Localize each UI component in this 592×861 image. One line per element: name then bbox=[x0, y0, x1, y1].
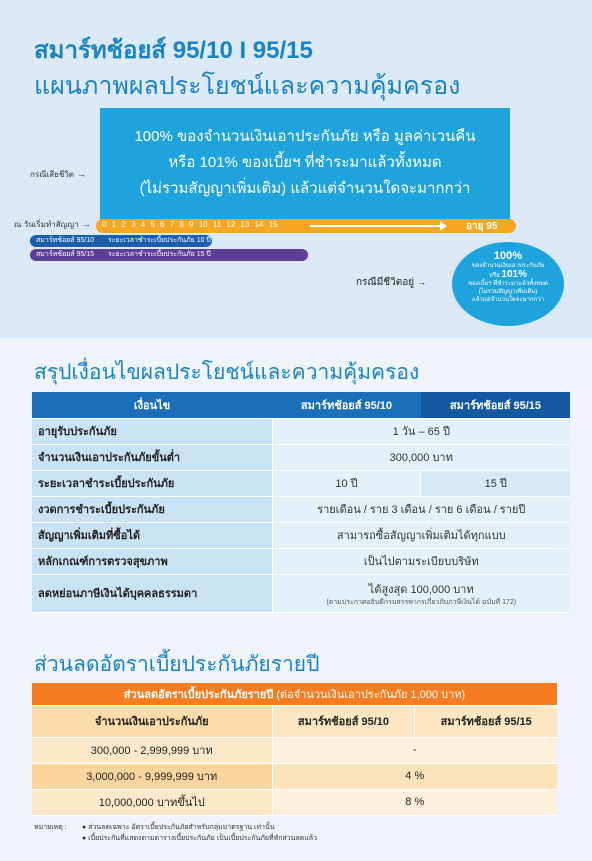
row-label: งวดการชำระเบี้ยประกันภัย bbox=[32, 496, 272, 522]
table-row bbox=[32, 496, 570, 522]
row-value: 300,000 บาท bbox=[272, 444, 570, 470]
benefit-diagram-section bbox=[0, 0, 592, 338]
age-ticks: 0 1 2 3 4 5 6 7 8 9 10 11 12 13 14 15 bbox=[102, 220, 278, 229]
row-value: สามารถซื้อสัญญาเพิ่มเติมได้ทุกแบบ bbox=[272, 522, 570, 548]
row-value: เป็นไปตามระเบียบบริษัท bbox=[272, 548, 570, 574]
discount-range: 10,000,000 บาทขึ้นไป bbox=[32, 789, 272, 815]
row-label: หลักเกณฑ์การตรวจสุขภาพ bbox=[32, 548, 272, 574]
table-row bbox=[32, 737, 557, 763]
maturity-line-4: แล้วแต่จำนวนใดจะมากกว่า bbox=[471, 297, 545, 303]
table-row bbox=[32, 574, 570, 612]
discount-value: 8 % bbox=[272, 789, 557, 815]
row-value-95-15: 15 ปี bbox=[421, 470, 570, 496]
discount-header-bold: ส่วนลดอัตราเบี้ยประกันภัยรายปี bbox=[123, 688, 274, 701]
conditions-title: สรุปเงื่อนไขผลประโยชน์และความคุ้มครอง bbox=[34, 361, 420, 384]
table-row bbox=[32, 444, 570, 470]
row-label: ลดหย่อนภาษีเงินได้บุคคลธรรมดา bbox=[32, 574, 272, 612]
row-label: จำนวนเงินเอาประกันภัยขั้นต่ำ bbox=[32, 444, 272, 470]
footnote-2: ● เบี้ยประกันที่แสดงตามตารางเบี้ยประกันภัย เป็นเบี้ยประกันภัยที่หักส่วนลดแล้ว bbox=[82, 835, 318, 842]
plan-95-15-bar bbox=[30, 249, 308, 261]
maturity-benefit-circle bbox=[452, 242, 564, 326]
discount-header bbox=[32, 683, 557, 705]
header-condition: เงื่อนไข bbox=[32, 392, 272, 418]
age-timeline-bar bbox=[96, 219, 516, 233]
maturity-line-3: (ไม่รวมสัญญาเพิ่มเติม) bbox=[478, 289, 538, 295]
maturity-pct-1: 100% bbox=[493, 250, 523, 262]
discount-columns-row bbox=[32, 705, 557, 737]
footnotes bbox=[34, 822, 317, 844]
row-value: ได้สูงสุด 100,000 บาท bbox=[368, 583, 474, 596]
arrow-right-icon: → bbox=[76, 169, 86, 179]
maturity-or bbox=[452, 270, 564, 280]
diagram-title: แผนภาพผลประโยชน์และความคุ้มครอง bbox=[34, 72, 461, 100]
footnote-label: หมายเหตุ : bbox=[34, 824, 67, 831]
row-label: อายุรับประกันภัย bbox=[32, 418, 272, 444]
maturity-or-text: หรือ bbox=[488, 273, 500, 279]
death-case-text: กรณีเสียชีวิต bbox=[30, 170, 74, 179]
arrow-right-icon bbox=[440, 221, 447, 231]
plan-95-10-bar bbox=[30, 235, 212, 247]
header-plan-95-10: สมาร์ทช้อยส์ 95/10 bbox=[272, 392, 421, 418]
discount-title: ส่วนลดอัตราเบี้ยประกันภัยรายปี bbox=[34, 653, 320, 676]
maturity-pct-2: 101% bbox=[501, 269, 528, 280]
plan-95-10-period: ระยะเวลาชำระเบี้ยประกันภัย 10 ปี bbox=[107, 237, 211, 244]
row-value: 1 วัน – 65 ปี bbox=[272, 418, 570, 444]
discount-value: 4 % bbox=[272, 763, 557, 789]
death-benefit-box bbox=[100, 108, 510, 222]
arrow-right-icon: → bbox=[81, 219, 91, 229]
discount-header-row bbox=[32, 683, 557, 705]
maturity-line-2: ของเบี้ยฯ ที่ชำระมาแล้วทั้งหมด bbox=[468, 281, 548, 287]
death-benefit-line-1: 100% ของจำนวนเงินเอาประกันภัย หรือ มูลค่าเวนคืน bbox=[134, 128, 476, 145]
death-case-label bbox=[30, 168, 86, 181]
row-value-group bbox=[272, 574, 570, 612]
discount-range: 3,000,000 - 9,999,999 บาท bbox=[32, 763, 272, 789]
product-title: สมาร์ทช้อยส์ 95/10 I 95/15 bbox=[34, 37, 313, 64]
table-row bbox=[32, 418, 570, 444]
discount-value: - bbox=[272, 737, 557, 763]
discount-header-note: (ต่อจำนวนเงินเอาประกันภัย 1,000 บาท) bbox=[273, 688, 466, 701]
conditions-header-row bbox=[32, 392, 570, 418]
age-end-label: อายุ 95 bbox=[466, 221, 498, 232]
issue-age-label bbox=[14, 218, 91, 231]
table-row bbox=[32, 548, 570, 574]
table-row bbox=[32, 763, 557, 789]
discount-range: 300,000 - 2,999,999 บาท bbox=[32, 737, 272, 763]
alive-case-label bbox=[356, 275, 426, 290]
plan-95-15-name: สมาร์ทช้อยส์ 95/15 bbox=[36, 251, 94, 258]
header-plan-95-15: สมาร์ทช้อยส์ 95/15 bbox=[421, 392, 570, 418]
arrow-right-icon: → bbox=[417, 277, 427, 287]
table-row bbox=[32, 789, 557, 815]
issue-age-text: ณ วันเริ่มทำสัญญา bbox=[14, 220, 79, 229]
row-label: สัญญาเพิ่มเติมที่ซื้อได้ bbox=[32, 522, 272, 548]
timeline-arrow-line bbox=[310, 225, 442, 227]
footnote-text-1: ● ส่วนลดเฉพาะ อัตราเบี้ยประกันภัยสำหรับกลุ่มมาตรฐาน เท่านั้น bbox=[82, 824, 275, 831]
death-benefit-line-2: หรือ 101% ของเบี้ยฯ ที่ชำระมาแล้วทั้งหมด bbox=[168, 154, 442, 171]
plan-95-10-name: สมาร์ทช้อยส์ 95/10 bbox=[36, 237, 94, 244]
death-benefit-line-3: (ไม่รวมสัญญาเพิ่มเติม) แล้วแต่จำนวนใดจะมากกว่า bbox=[139, 180, 471, 197]
conditions-table bbox=[32, 392, 570, 613]
table-row bbox=[32, 522, 570, 548]
row-note: (ตามประกาศอธิบดีกรมสรรพากรเกี่ยวกับภาษีเงินได้ ฉบับที่ 172) bbox=[326, 598, 517, 606]
discount-table bbox=[32, 683, 557, 816]
plan-95-15-period: ระยะเวลาชำระเบี้ยประกันภัย 15 ปี bbox=[107, 251, 211, 258]
maturity-line-1: ของจำนวนเงินเอาประกันภัย bbox=[471, 263, 545, 269]
col-plan-95-15: สมาร์ทช้อยส์ 95/15 bbox=[415, 705, 557, 737]
table-row bbox=[32, 470, 570, 496]
col-sum-assured: จำนวนเงินเอาประกันภัย bbox=[32, 705, 272, 737]
row-value: รายเดือน / ราย 3 เดือน / ราย 6 เดือน / รายปี bbox=[272, 496, 570, 522]
col-plan-95-10: สมาร์ทช้อยส์ 95/10 bbox=[272, 705, 415, 737]
row-value-95-10: 10 ปี bbox=[272, 470, 421, 496]
footnote-1 bbox=[34, 822, 317, 833]
row-label: ระยะเวลาชำระเบี้ยประกันภัย bbox=[32, 470, 272, 496]
alive-case-text: กรณีมีชีวิตอยู่ bbox=[356, 277, 415, 288]
